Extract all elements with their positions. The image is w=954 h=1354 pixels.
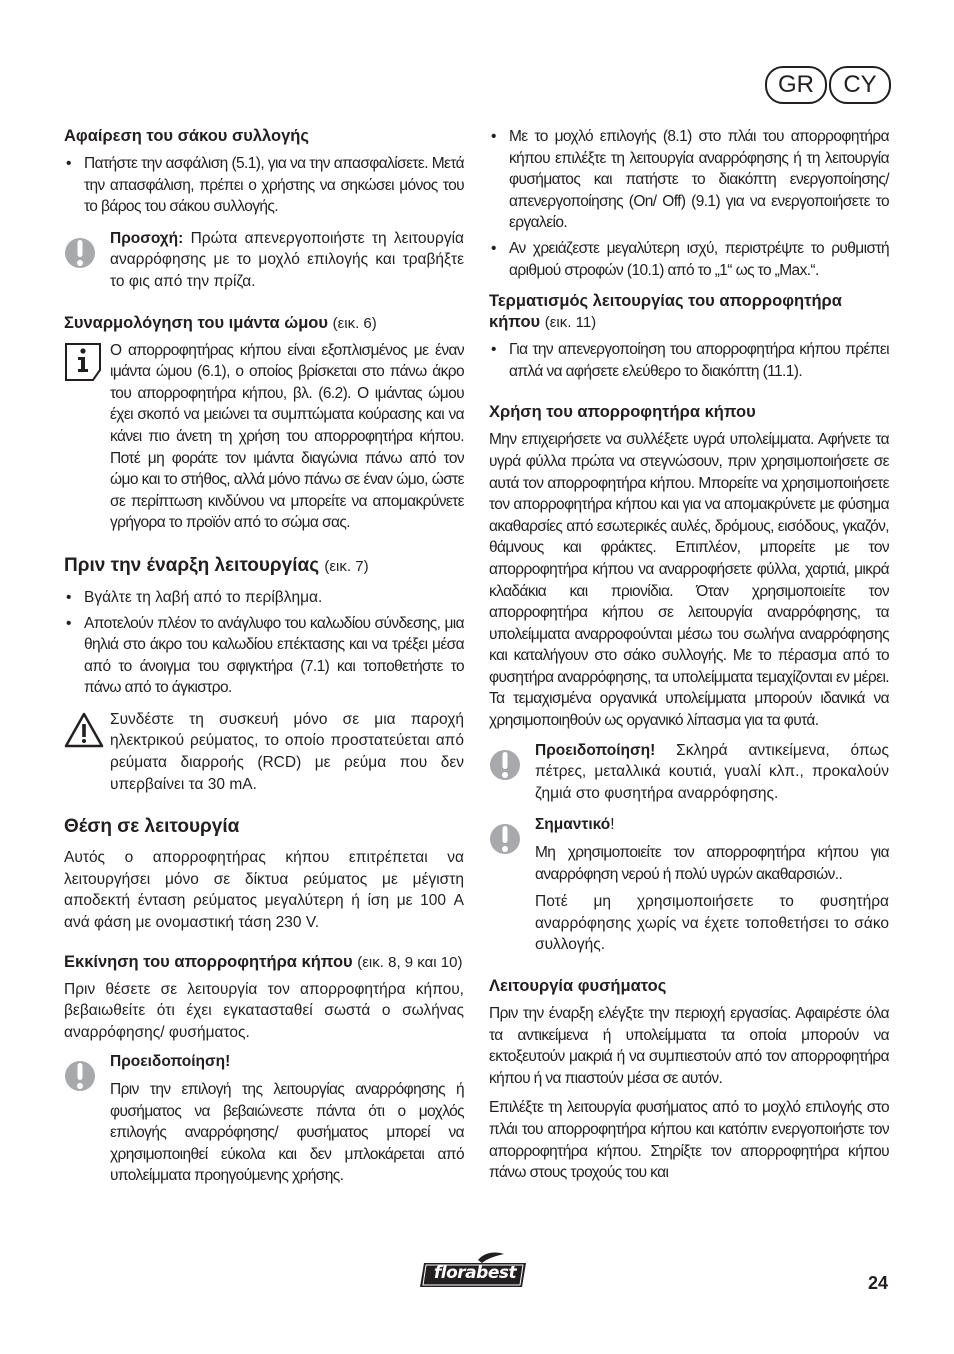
- section-title-remove-bag: Αφαίρεση του σάκου συλλογής: [64, 127, 309, 145]
- section-title-blow-mode: Λειτουργία φυσήματος: [489, 977, 667, 995]
- page-number: 24: [867, 1273, 888, 1293]
- notice-label: Προειδοποίηση!: [535, 741, 656, 759]
- info-notice: [64, 340, 464, 534]
- notice-body: Ποτέ μη χρησιμοποιήσετε το φυσητήρα αναρρόφησης χωρίς να έχετε τοποθετήσει το σάκο συλλογής.: [535, 893, 889, 954]
- section-title-stop-vacuum: [489, 291, 889, 333]
- exclamation-icon: [489, 742, 521, 788]
- bullet-list: [489, 126, 889, 281]
- list-item: • Πατήστε την ασφάλιση (5.1), για να την απασφαλίσετε. Μετά την απασφάλιση, πρέπει ο χρήστης να σηκώσει μόνος του το βάρος του σάκου συλλογής.: [64, 153, 464, 218]
- figure-ref: (εικ. 7): [324, 557, 369, 575]
- bullet-list: [64, 587, 464, 699]
- paragraph: Αυτός ο απορροφητήρας κήπου επιτρέπεται να λειτουργήσει μόνο σε δίκτυα ρεύματος με μέγιστη αποδεκτή ένταση ρεύματος μεγαλύτερη ή ίση με 100 A ανά φάση με ονομαστική τάση 230 V.: [64, 849, 464, 932]
- heading-text: Πριν την έναρξη λειτουργίας: [64, 554, 320, 576]
- notice-text: [110, 228, 464, 293]
- heading-text: Τερματισμός λειτουργίας του απορροφητήρα κήπου: [489, 292, 842, 332]
- exclamation-icon: [489, 816, 521, 862]
- list-item: • Βγάλτε τη λαβή από το περίβλημα.: [64, 587, 464, 609]
- caution-notice: [489, 740, 889, 805]
- paragraph: Πριν θέσετε σε λειτουργία τον απορροφητήρα κήπου, βεβαιωθείτε ότι έχει εγκατασταθεί σωστά ο σωλήνας αναρρόφησης/ φυσήματος.: [64, 980, 464, 1041]
- info-icon: [64, 342, 102, 382]
- notice-label: Προσοχή:: [110, 229, 184, 247]
- paragraph: Επιλέξτε τη λειτουργία φυσήματος από το μοχλό επιλογής στο πλάι του απορροφητήρα κήπου και κατόπιν ενεργοποιήστε τον απορροφητήρα κήπου. Στηρίξτε τον απορροφητήρα κήπου πάνω στους τροχούς του και: [489, 1099, 889, 1182]
- notice-label: Προειδοποίηση!: [110, 1053, 231, 1071]
- language-badges: [763, 66, 891, 104]
- section-title-shoulder-strap: [64, 313, 464, 334]
- warning-notice: [64, 709, 464, 795]
- heading-text: Εκκίνηση του απορροφητήρα κήπου: [64, 952, 353, 971]
- list-item: • Για την απενεργοποίηση του απορροφητήρα κήπου πρέπει απλά να αφήσετε ελεύθερο το διακόπτη (11.1).: [489, 339, 889, 382]
- paragraph: Μην επιχειρήσετε να συλλέξετε υγρά υπολείμματα. Αφήνετε τα υγρά φύλλα πρώτα να στεγνώσουν, πριν χρησιμοποιήσετε σε αυτά τον απορροφητήρα κήπου. Μπορείτε να χρησιμοποιήσετε τον απορροφητήρα κήπου και για να απομακρύνετε με φύσημα ακαθαρσίες από εσωτερικές αυλές, δρόμους, εισόδους, γκαζόν, θάμνους και φράκτες. Επιπλέον, μπορείτε με τον απορροφητήρα κήπου να αναρροφήσετε φύλλα, χαρτιά, μικρά κλαδάκια και πριονίδια. Όταν χρησιμοποιείτε τον απορροφητήρα κήπου σε λειτουργία αναρρόφησης, τα υπολείμματα αναρροφούνται μέσω του σωλήνα αναρρόφησης και καταλήγουν στο σάκο συλλογής. Με το πέρασμα από το φυσητήρα αναρρόφησης, τα υπολείμματα τεμαχίζονται εν μέρει. Τα τεμαχισμένα οργανικά υπολείμματα μπορούν ιδανικά να χρησιμοποιηθούν ως οργανικό λίπασμα για τα φυτά.: [489, 431, 889, 730]
- notice-body: Πρώτα απενεργοποιήστε τη λειτουργία αναρρόφησης με το μοχλό επιλογής και τραβήξτε το φις από την πρίζα.: [110, 229, 464, 290]
- info-text: Ο απορροφητήρας κήπου είναι εξοπλισμένος με έναν ιμάντα ώμου (6.1), ο οποίος βρίσκεται στο πάνω άκρο του απορροφητήρα κήπου, βλ. (6.2). Ο ιμάντας ώμου έχει σκοπό να μειώνει τα συμπτώματα κούρασης και να κάνει πιο άνετη τη χρήση του απορροφητήρα κήπου. Ποτέ μη φοράτε τον ιμάντα διαγώνια πάνω από τον ώμο και το στήθος, αλλά μόνο πάνω σε έναν ώμο, ώστε σε περίπτωση κινδύνου να μπορείτε να απομακρύνετε γρήγορα το προϊόν από το σώμα σας.: [110, 341, 464, 532]
- figure-ref: (εικ. 6): [332, 314, 377, 332]
- bullet-list: [64, 153, 464, 218]
- notice-label-mark: !: [610, 816, 615, 834]
- caution-notice: [64, 228, 464, 293]
- section-title-use-vacuum: Χρήση του απορροφητήρα κήπου: [489, 403, 756, 422]
- figure-ref: (εικ. 8, 9 και 10): [357, 953, 463, 971]
- figure-ref: (εικ. 11): [544, 314, 597, 332]
- notice-label-line: [110, 1051, 464, 1073]
- notice-text: [535, 740, 889, 805]
- list-item: • Αποτελούν πλέον το ανάγλυφο του καλωδίου σύνδεσης, μια θηλιά στο άκρο του καλωδίου επέκτασης και να τρέξει μέσα από το άνοιγμα του σφιγκτήρα (7.1) και τοποθετήστε το πάνω από το άγκιστρο.: [64, 613, 464, 699]
- brand-logo-text: florabest: [433, 1263, 517, 1283]
- warning-text: Συνδέστε τη συσκευή μόνο σε μια παροχή ηλεκτρικού ρεύματος, το οποίο προστατεύεται από ρεύματα διαρροής (RCD) με ρεύμα που δεν υπερβαίνει τα 30 mA.: [110, 710, 464, 793]
- section-title-before-start: [64, 554, 464, 579]
- section-title-operation: Θέση σε λειτουργία: [64, 816, 240, 838]
- caution-notice: [489, 814, 889, 956]
- notice-label-line: [535, 814, 889, 836]
- notice-body: Σκληρά αντικείμενα, όπως πέτρες, μεταλλικά κουτιά, γυαλί κλπ., προκαλούν ζημιά στο φυσητήρα αναρρόφησης.: [535, 741, 889, 802]
- exclamation-icon: [64, 1053, 96, 1099]
- language-badge-cy: CY: [829, 66, 891, 104]
- list-item: • Με το μοχλό επιλογής (8.1) στο πλάι του απορροφητήρα κήπου επιλέξτε τη λειτουργία αναρρόφησης ή τη λειτουργία φυσήματος και πατήστε το διακόπτη ενεργοποίησης/ απενεργοποίησης (On/ Off) (9.1) για να ενεργοποιήσετε το εργαλείο.: [489, 126, 889, 234]
- warning-triangle-icon: [64, 711, 104, 749]
- heading-text: Συναρμολόγηση του ιμάντα ώμου: [64, 313, 328, 332]
- section-title-start-vacuum: [64, 952, 464, 973]
- notice-label: Σημαντικό: [535, 816, 611, 834]
- bullet-list: [489, 339, 889, 382]
- caution-notice: [64, 1051, 464, 1187]
- language-badge-gr: GR: [765, 66, 827, 104]
- notice-body: Μη χρησιμοποιείτε τον απορροφητήρα κήπου για αναρρόφηση νερού ή πολύ υγρών ακαθαρσιών..: [535, 844, 889, 883]
- list-item: • Αν χρειάζεστε μεγαλύτερη ισχύ, περιστρέψτε το ρυθμιστή αριθμού στροφών (10.1) από το „1“ ως το „Max.“.: [489, 238, 889, 281]
- notice-body: Πριν την επιλογή της λειτουργίας αναρρόφησης ή φυσήματος να βεβαιώνεστε πάντα ότι ο μοχλός επιλογής αναρρόφησης/ φυσήματος μπορεί να χρησιμοποιηθεί εύκολα και δεν μπλοκάρεται από υπολείμματα προηγούμενης χρήσης.: [110, 1081, 464, 1185]
- right-column: [489, 126, 889, 1192]
- paragraph: Πριν την έναρξη ελέγξτε την περιοχή εργασίας. Αφαιρέστε όλα τα αντικείμενα ή υπολείμματα τα οποία μπορούν να εκτοξευτούν μακριά ή να συμπιεστούν από τον απορροφητήρα κήπου ή να πιαστούν μέσα σε αυτόν.: [489, 1005, 889, 1087]
- left-column: [64, 126, 464, 1197]
- exclamation-icon: [64, 230, 96, 276]
